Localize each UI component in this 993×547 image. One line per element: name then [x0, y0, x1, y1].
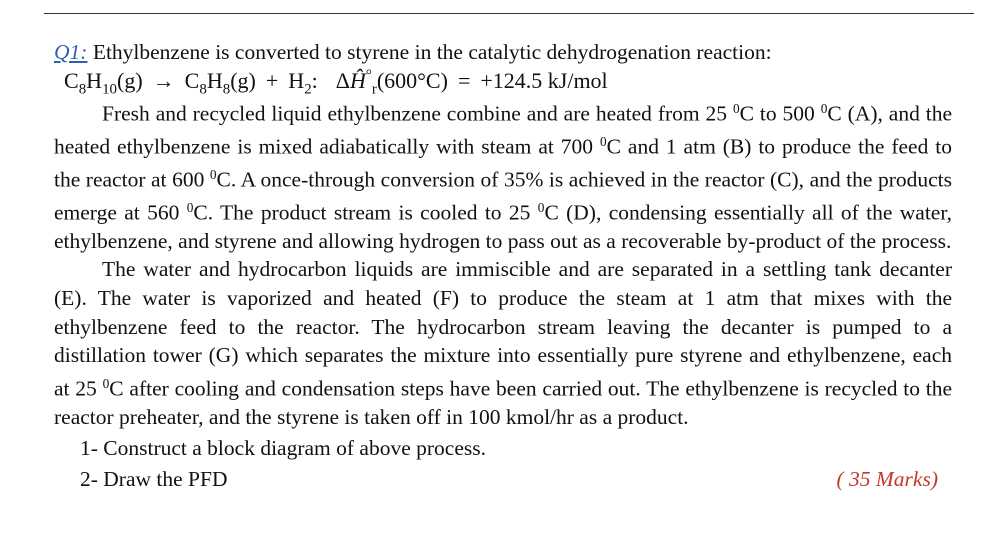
- question-heading: [54, 38, 952, 67]
- p1-text-5: C. A once-through conversion of 35% is achieved in the reactor (C), and the products emerge at 560: [54, 167, 953, 225]
- question-title: Ethylbenzene is converted to styrene in the catalytic dehydrogenation reaction:: [92, 40, 772, 64]
- eq-product2-h-sub: 2: [304, 80, 312, 97]
- reaction-equation: [54, 67, 952, 96]
- eq-product2-h: H: [288, 67, 305, 93]
- eq-enthalpy-sub: r: [371, 80, 377, 97]
- eq-reactant-h: H: [86, 67, 103, 93]
- question-document: [54, 38, 952, 494]
- eq-value: +124.5 kJ/mol: [480, 67, 608, 93]
- eq-product1-state: (g): [230, 67, 256, 93]
- eq-product1-c: C: [184, 67, 200, 93]
- task-1-text: 1- Construct a block diagram of above process.: [80, 436, 486, 461]
- task-2: [54, 465, 952, 494]
- eq-enthalpy-symbol: Ĥ: [349, 67, 366, 93]
- degree-mark: 0: [820, 101, 828, 117]
- p1-text-6: C. The product stream is cooled to 25: [193, 200, 531, 225]
- task-2-text: 2- Draw the PFD: [80, 466, 228, 491]
- p1-text-7: C (D), condensing essentially all of the water, ethylbenzene, and styrene and allowing hydrogen to pass out as a recoverable by-product of the process.: [54, 200, 953, 253]
- eq-reactant-c-sub: 8: [78, 80, 87, 97]
- p1-text-3: C (A), and the heated ethylbenzene is mixed adiabatically with steam at 700: [54, 101, 953, 159]
- paragraph-1: [54, 95, 952, 255]
- degree-mark: 0: [186, 199, 194, 215]
- eq-delta: Δ: [335, 67, 350, 93]
- eq-plus: +: [265, 67, 279, 93]
- eq-enthalpy-sup: °: [365, 67, 372, 84]
- p1-text-2: C to 500: [739, 101, 815, 126]
- eq-product1-c-sub: 8: [199, 80, 207, 97]
- task-1: [54, 434, 952, 463]
- eq-arrow: →: [152, 67, 175, 93]
- top-divider: [44, 13, 974, 14]
- eq-product1-h-sub: 8: [222, 80, 231, 97]
- eq-reactant-c: C: [64, 67, 79, 93]
- paragraph-2: [54, 255, 952, 431]
- eq-product1-h: H: [206, 67, 223, 93]
- degree-mark: 0: [102, 375, 110, 391]
- p2-text-2: C after cooling and condensation steps have been carried out. The ethylbenzene is recycled to the reactor preheater, and the styrene is taken off in 100 kmol/hr as a product.: [54, 376, 953, 429]
- eq-equals: =: [457, 67, 471, 93]
- degree-mark: 0: [209, 167, 217, 183]
- eq-colon: :: [311, 67, 318, 93]
- p2-text-1: The water and hydrocarbon liquids are immiscible and are separated in a settling tank decanter (E). The water is vaporized and heated (F) to produce the steam at 1 atm that mixes with the ethylbenzene feed to the reactor. The hydrocarbon stream leaving the decanter is pumped to a distillation tower (G) which separates the mixture into essentially pure styrene and ethylbenzene, each at 25: [54, 257, 952, 401]
- degree-mark: 0: [537, 199, 545, 215]
- eq-reactant-state: (g): [117, 67, 143, 93]
- degree-mark: 0: [732, 101, 740, 117]
- p1-text-4: C and 1 atm (B) to produce the feed to the reactor at 600: [54, 134, 952, 192]
- eq-reactant-h-sub: 10: [102, 80, 118, 97]
- eq-temperature: (600°C): [376, 67, 448, 93]
- question-number: Q1:: [54, 40, 88, 64]
- marks-label: ( 35 Marks): [836, 466, 938, 491]
- degree-mark: 0: [599, 134, 607, 150]
- p1-text-1: Fresh and recycled liquid ethylbenzene combine and are heated from 25: [102, 101, 728, 126]
